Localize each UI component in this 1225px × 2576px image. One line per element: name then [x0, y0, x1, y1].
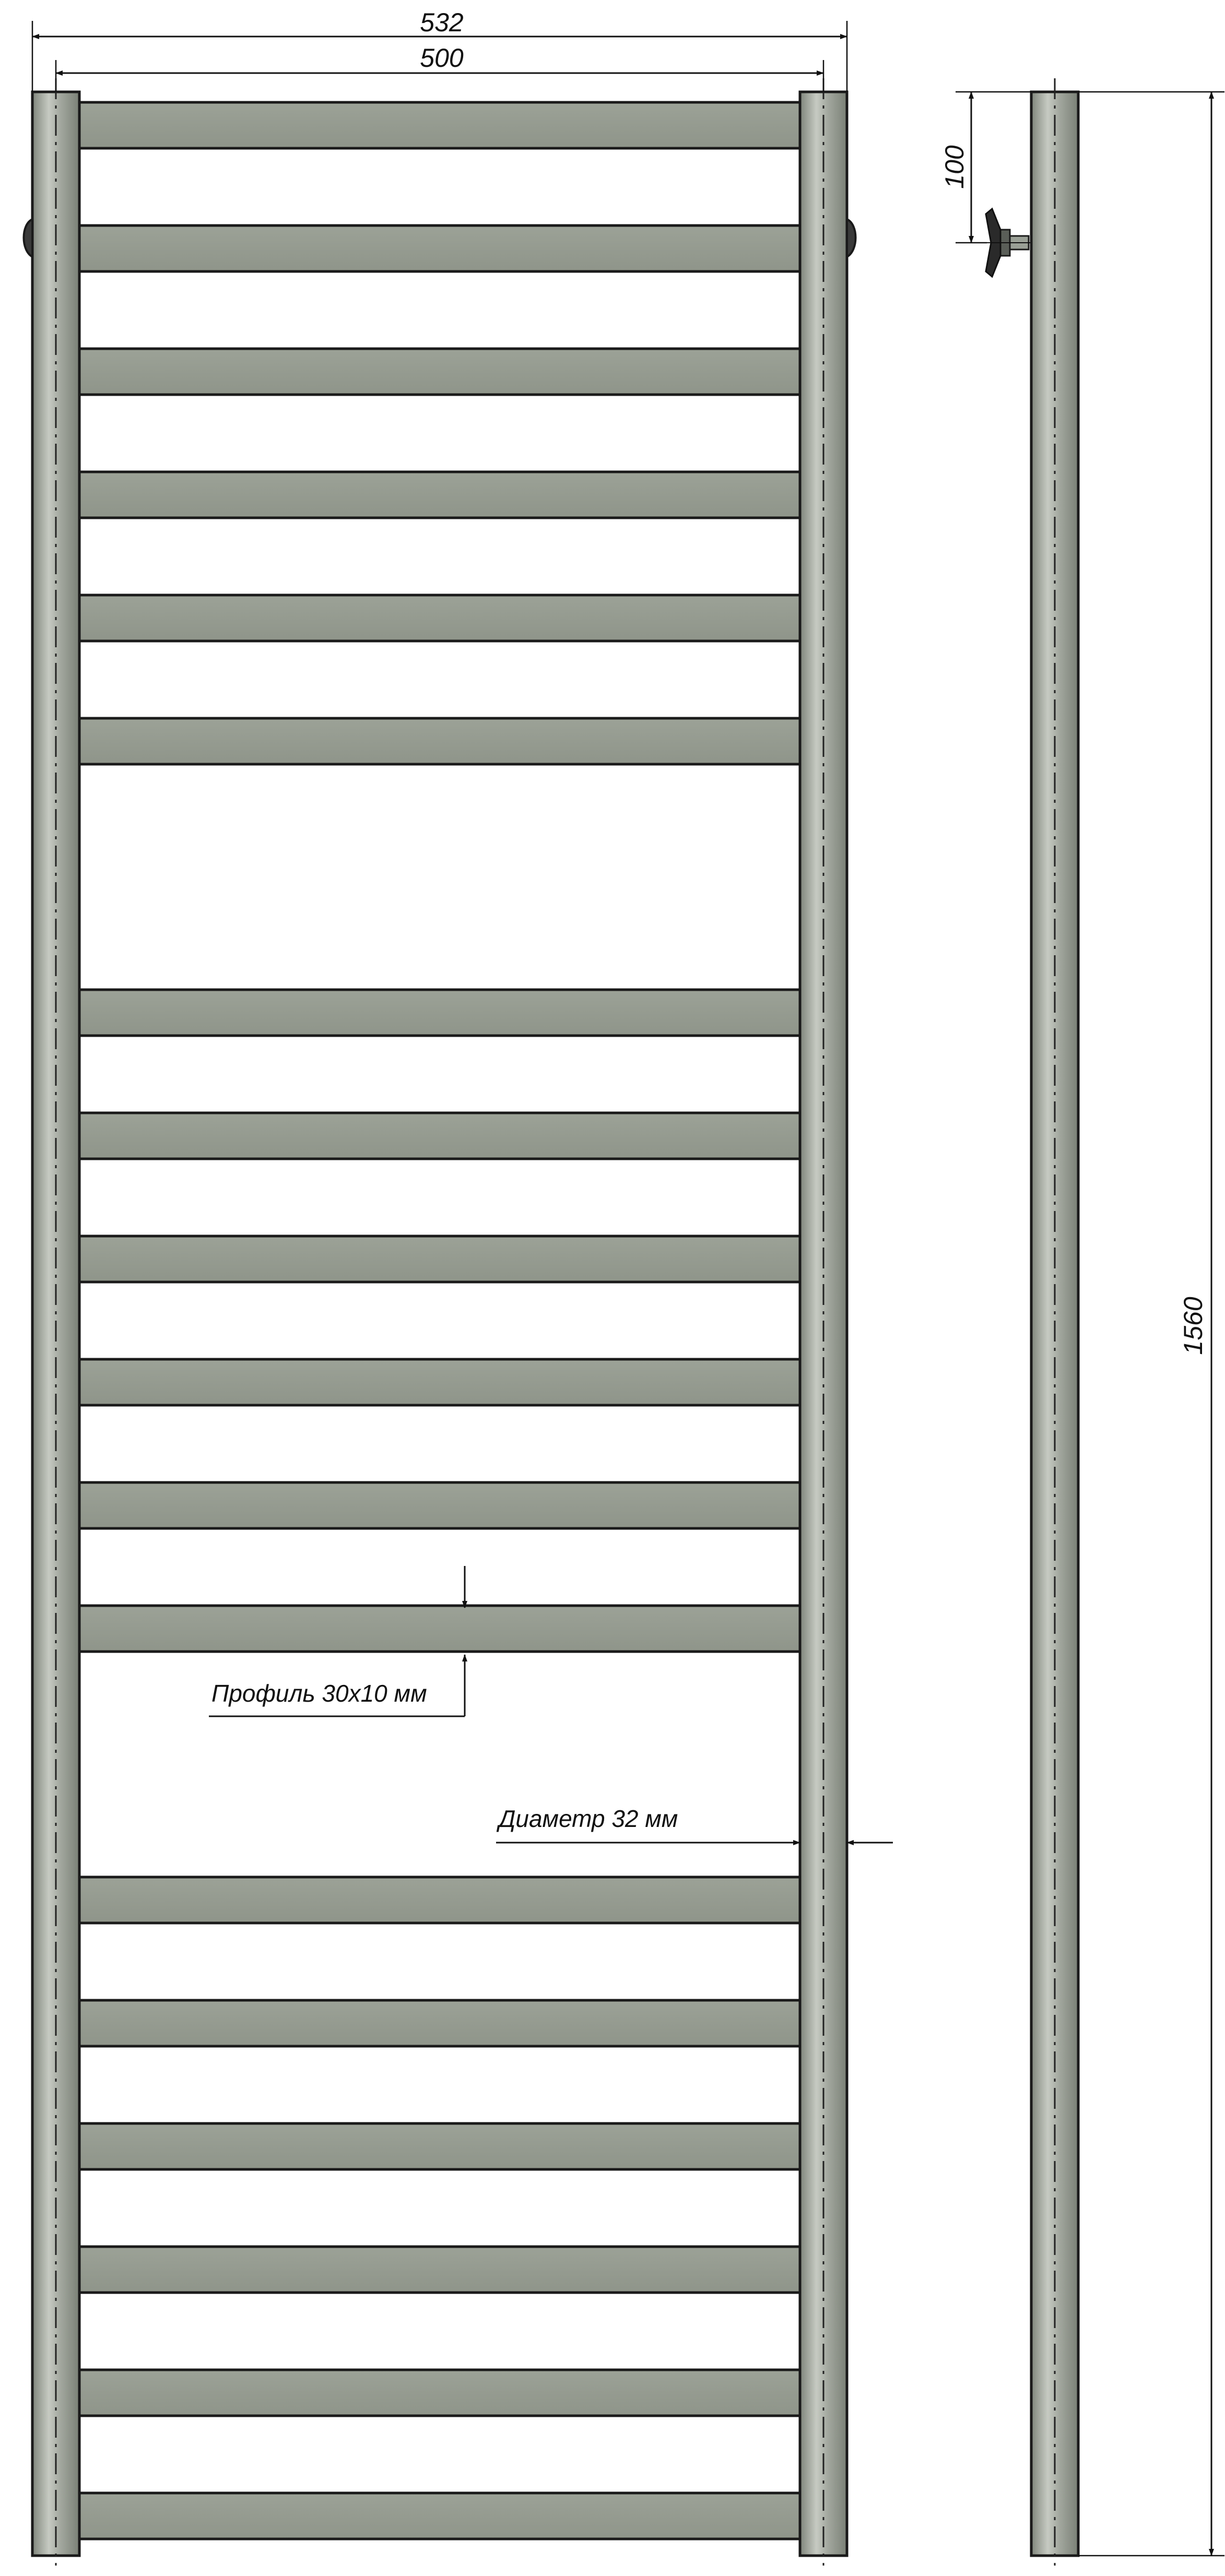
rail-1	[79, 102, 800, 148]
profile-label: Профиль 30x10 мм	[211, 1680, 427, 1707]
right-vertical-tube	[800, 78, 847, 2566]
rail-12	[79, 1606, 800, 1652]
dimension-valve-offset-label: 100	[940, 145, 969, 189]
valve-icon	[986, 209, 1031, 277]
rail-7	[79, 990, 800, 1036]
rail-3	[79, 349, 800, 395]
diameter-label: Диаметр 32 мм	[499, 1805, 678, 1832]
rail-13	[79, 1877, 800, 1923]
rail-5	[79, 595, 800, 641]
dimension-height-label: 1560	[1179, 1297, 1208, 1355]
wall-mount-icon	[847, 219, 856, 257]
rail-8	[79, 1113, 800, 1159]
rail-6	[79, 718, 800, 764]
rail-2	[79, 225, 800, 271]
dimension-bar-width-label: 500	[420, 43, 464, 73]
rail-11	[79, 1482, 800, 1528]
rail-4	[79, 472, 800, 518]
dimension-height	[1078, 92, 1224, 2556]
rail-10	[79, 1359, 800, 1405]
rail-9	[79, 1236, 800, 1282]
front-view	[24, 78, 856, 2566]
rail-14	[79, 2000, 800, 2046]
rail-15	[79, 2123, 800, 2169]
dimension-total-width-label: 532	[420, 8, 464, 37]
rail-18	[79, 2493, 800, 2539]
dimension-bar-width	[56, 43, 823, 92]
side-view	[986, 78, 1078, 2566]
left-vertical-tube	[32, 78, 79, 2566]
wall-mount-icon	[24, 219, 33, 257]
dimension-valve-offset	[940, 92, 1031, 243]
rail-16	[79, 2247, 800, 2293]
rail-17	[79, 2370, 800, 2416]
horizontal-rails	[79, 102, 800, 2539]
